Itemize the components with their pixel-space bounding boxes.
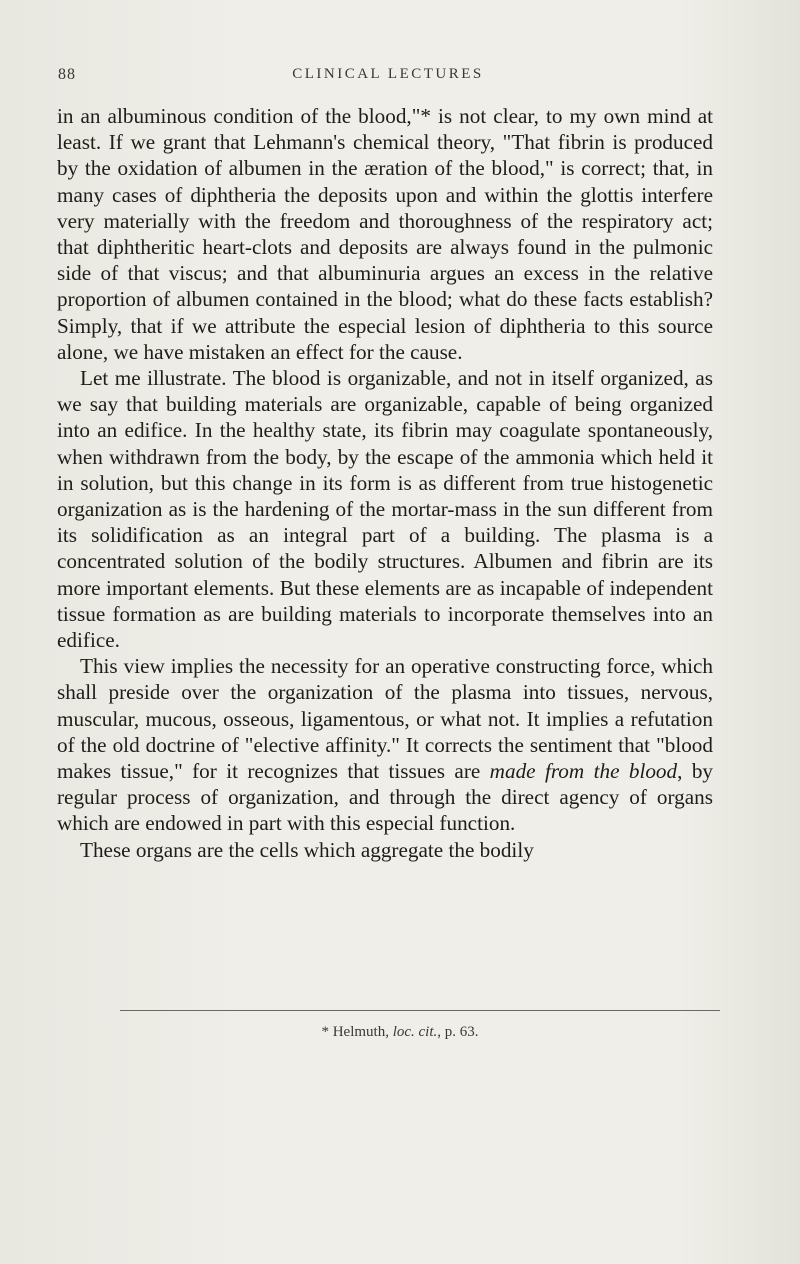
paragraph-2: Let me illustrate. The blood is organizable, and not in itself organized, as we say that building materials are organizable, capable of being organized into an edifice. In the healthy state, its fibrin may coagulate spontaneously, when withdrawn from the body, by the escape of the ammonia which held it in solution, but this change in its form is as different from true histogenetic organization as is the hardening of the mortar-mass in the sun different from its solidification as an integral part of a building. The plasma is a concentrated solution of the bodily structures. Albumen and fibrin are its more important elements. But these elements are as incapable of independent tissue formation as are building materials to incorporate themselves into an edifice. (57, 366, 713, 653)
paragraph-4: These organs are the cells which aggregate the bodily (80, 837, 534, 862)
footnote-text: * Helmuth, (321, 1024, 393, 1040)
paragraph-3-text-b: , by regular process of organization, and through the direct agency of organs which are endowed in part with this especial function. (57, 759, 713, 836)
footnote-divider (120, 1010, 720, 1011)
footnote-italic: loc. cit. (392, 1024, 438, 1040)
page-header (58, 66, 718, 90)
footnote (0, 1024, 800, 1041)
page-number: 88 (58, 66, 76, 83)
footnote-tail: , p. 63. (437, 1024, 479, 1040)
paragraph-3 (57, 653, 713, 836)
paragraph-3-italic: made from the blood (489, 759, 678, 784)
paragraph-3-text-a: This view implies the necessity for an operative constructing force, which shall preside over the organization of the plasma into tissues, nervous, muscular, mucous, osseous, ligamentous, or what not. It implies a refutation of the old doctrine of "elective affinity." It corrects the sentiment that "blood makes tissue," for it recognizes that tissues are (57, 654, 713, 784)
running-head: CLINICAL LECTURES (292, 66, 484, 82)
paragraph-1: in an albuminous condition of the blood,"* is not clear, to my own mind at least. If we grant that Lehmann's chemical theory, "That fibrin is produced by the oxidation of albumen in the æration of the blood," is correct; that, in many cases of diphtheria the deposits upon and within the glottis interfere very materially with the freedom and thoroughness of the respiratory act; that diphtheritic heart-clots and deposits are always found in the pulmonic side of that viscus; and that albuminuria argues an excess in the relative proportion of albumen contained in the blood; what do these facts establish? Simply, that if we attribute the especial lesion of diphtheria to this source alone, we have mistaken an effect for the cause. (57, 104, 713, 364)
body-text (57, 103, 713, 863)
